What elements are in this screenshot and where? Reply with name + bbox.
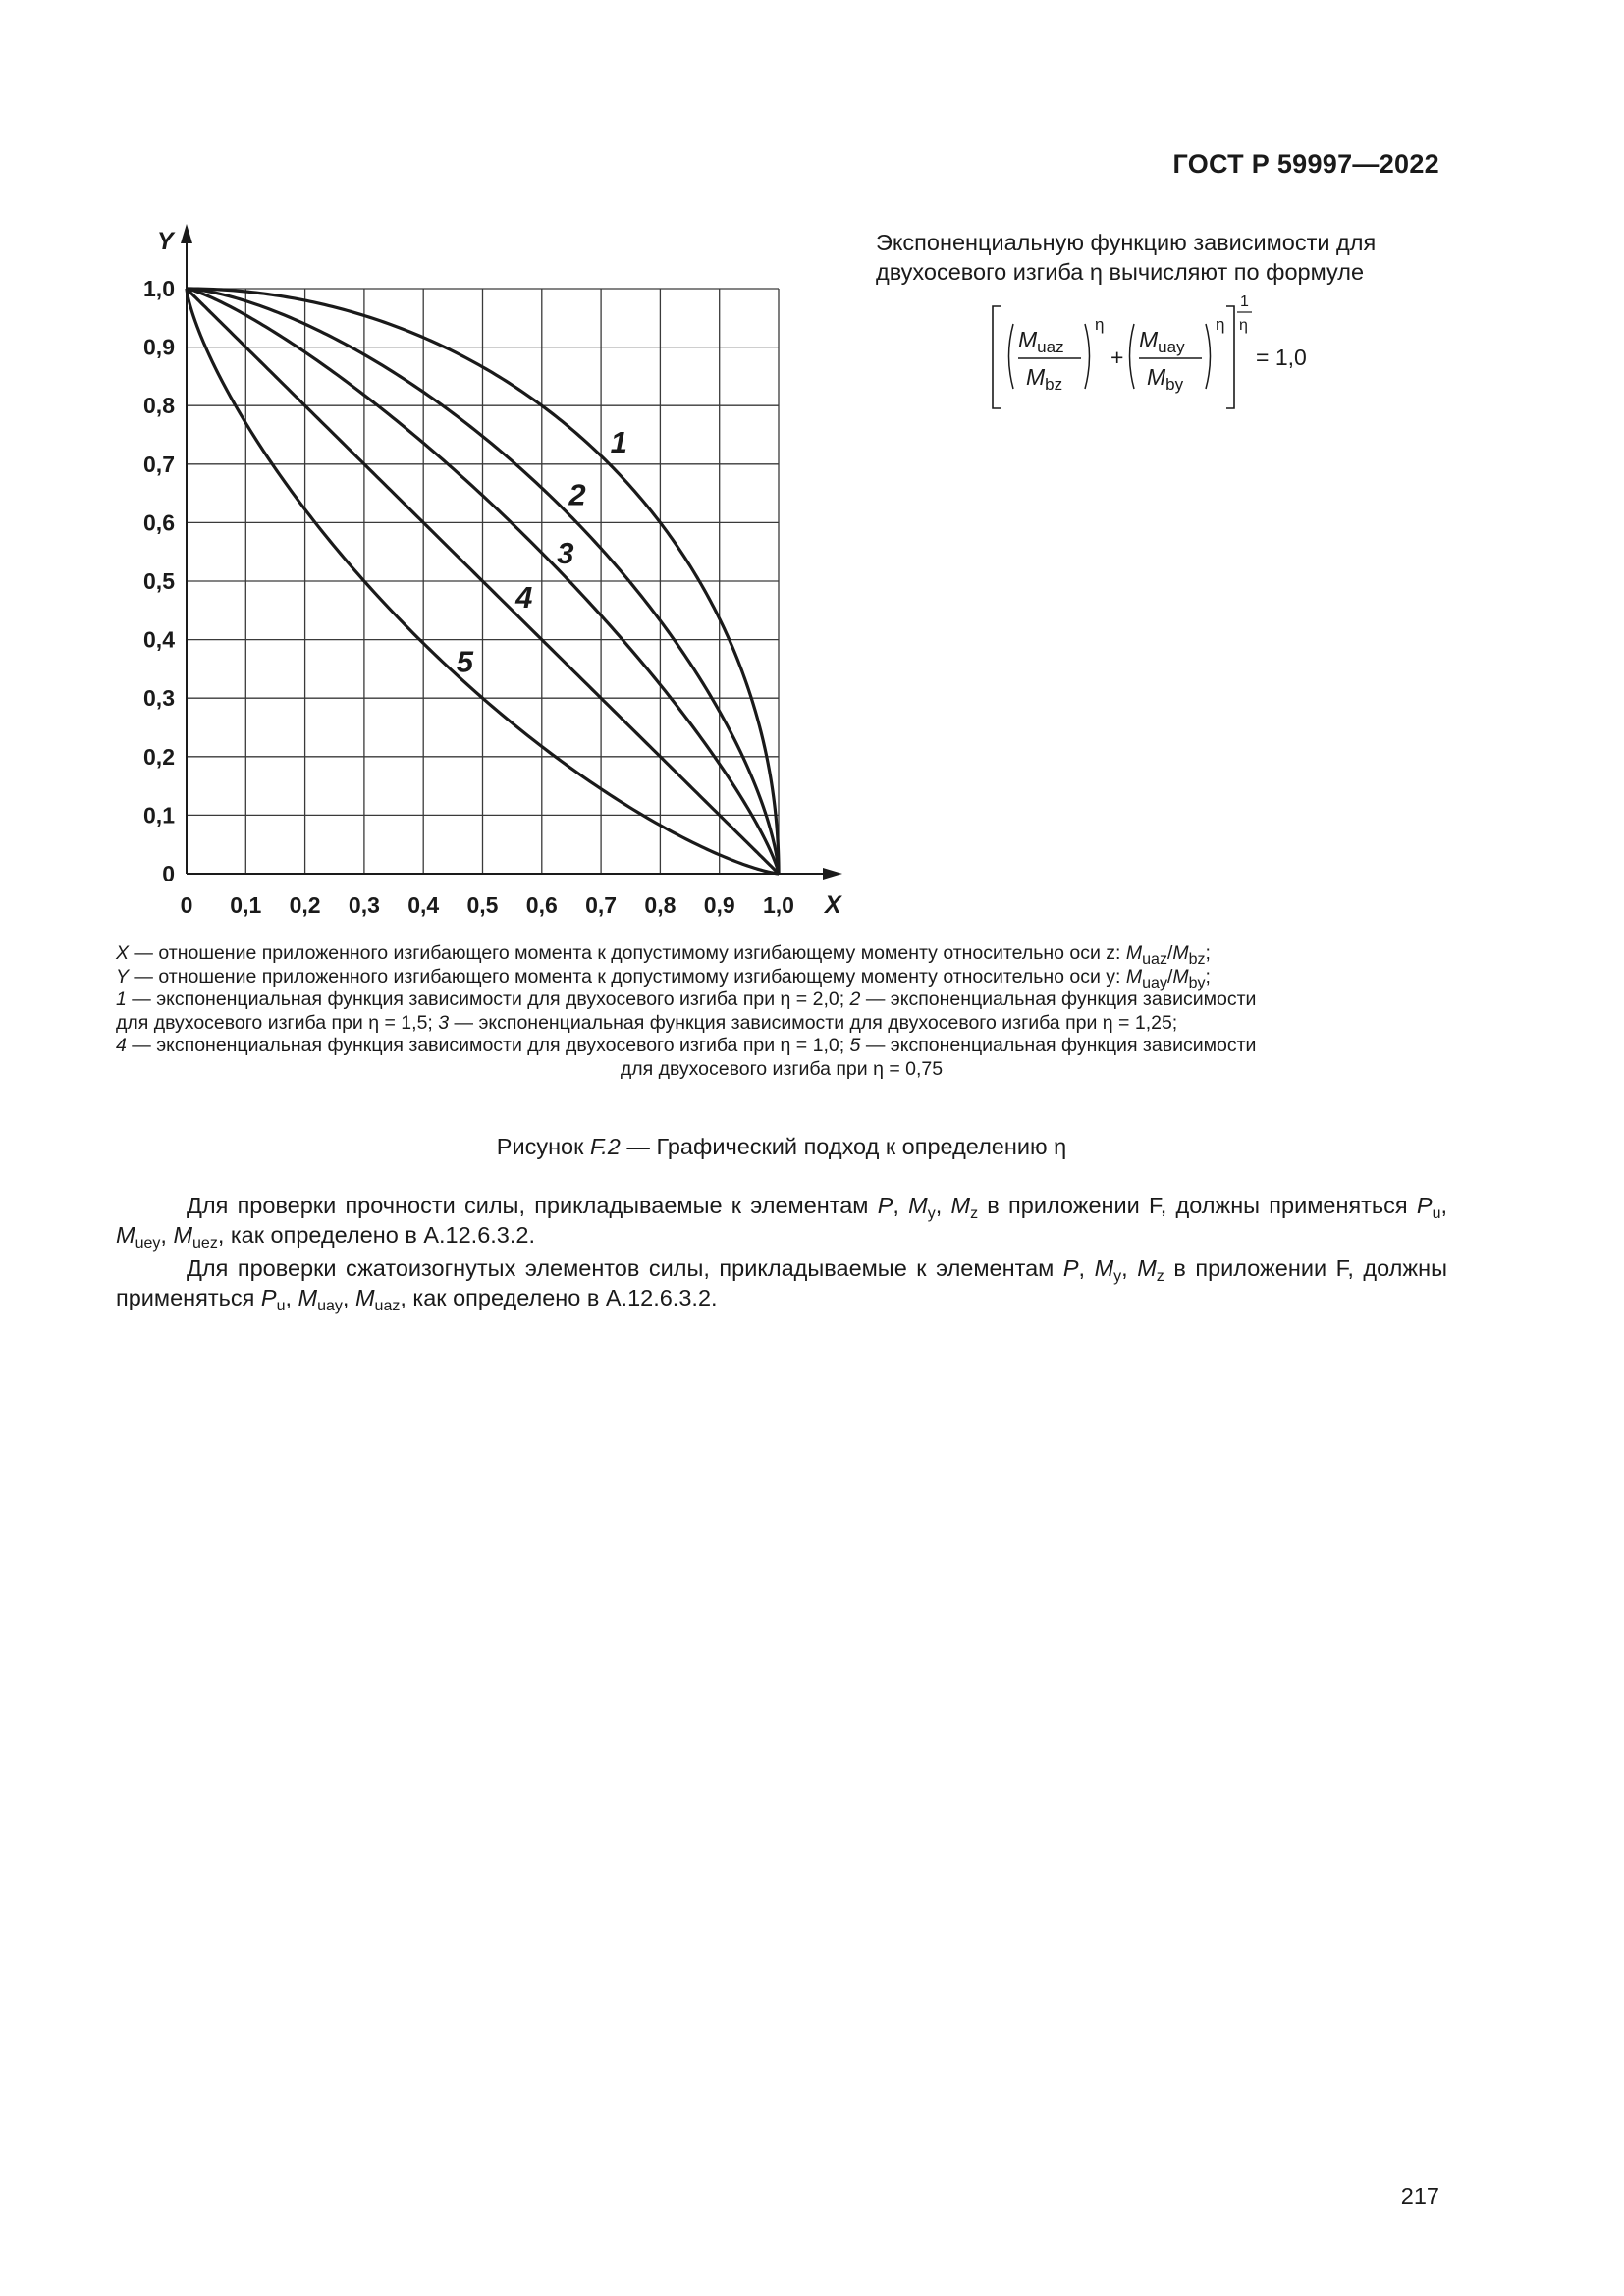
y-tick-label: 0,6 bbox=[143, 509, 175, 536]
curve-label-4: 4 bbox=[515, 579, 533, 614]
legend-curves-4-5: 4 — экспоненциальная функция зависимости для двухосевого изгиба при η = 1,0; 5 — экспоненциальная функция зависимости bbox=[116, 1035, 1257, 1056]
y-axis-arrow bbox=[181, 224, 192, 243]
interaction-chart bbox=[0, 0, 1624, 942]
paren-close-2 bbox=[1206, 324, 1211, 389]
curve-label-2: 2 bbox=[568, 477, 586, 512]
x-axis-label: X bbox=[825, 891, 841, 919]
right-bracket bbox=[1226, 306, 1234, 408]
y-tick-label: 0,4 bbox=[143, 626, 175, 653]
x-tick-label: 0,7 bbox=[585, 892, 618, 918]
y-tick-label: 1,0 bbox=[143, 276, 175, 301]
formula-m-bz: $M_{bz}$ bbox=[1026, 364, 1063, 394]
formula-m-by: $M_{by}$ bbox=[1147, 364, 1184, 394]
legend-curves-1-2: 1 — экспоненциальная функция зависимости для двухосевого изгиба при η = 2,0; 2 — экспоненциальная функция зависимости bbox=[116, 988, 1257, 1010]
x-tick-label: 0,3 bbox=[348, 892, 380, 918]
x-tick-label: 0,5 bbox=[466, 892, 499, 918]
curve-label-3: 3 bbox=[557, 536, 574, 571]
legend-curves-2-3: для двухосевого изгиба при η = 1,5; 3 — экспоненциальная функция зависимости для двухосевого изгиба при η = 1,25; bbox=[116, 1011, 1178, 1034]
y-tick-label: 0,5 bbox=[143, 568, 175, 594]
y-tick-label: 0,2 bbox=[143, 743, 175, 770]
formula-outer-num: 1 bbox=[1240, 294, 1249, 310]
formula-outer-den: η bbox=[1239, 317, 1248, 334]
y-tick-label: 0,9 bbox=[143, 334, 175, 360]
formula-exp-2: η bbox=[1216, 315, 1225, 334]
page-number: 217 bbox=[1400, 2183, 1439, 2209]
curve-label-5: 5 bbox=[456, 644, 474, 679]
figure-legend bbox=[116, 942, 1447, 1081]
x-axis-arrow bbox=[823, 868, 842, 880]
formula-plus: + bbox=[1110, 345, 1124, 370]
formula-intro: Экспоненциальную функцию зависимости для двухосевого изгиба η вычисляют по формуле bbox=[876, 230, 1377, 285]
chart-axes bbox=[181, 224, 842, 880]
y-axis-label: Y bbox=[157, 228, 174, 255]
formula-m-uaz: $M_{uaz}$ bbox=[1018, 327, 1064, 356]
x-tick-label: 0,9 bbox=[703, 892, 735, 918]
formula-m-uay: $M_{uay}$ bbox=[1139, 327, 1185, 356]
x-tick-label: 0,4 bbox=[407, 892, 440, 918]
y-tick-label: 0,7 bbox=[143, 451, 175, 477]
legend-x: X — отношение приложенного изгибающего момента к допустимому изгибающему моменту относительно оси z: $M_{uaz}/M_{bz}$; bbox=[116, 942, 1211, 968]
curve-label-1: 1 bbox=[610, 424, 627, 459]
x-tick-label: 0,2 bbox=[289, 892, 321, 918]
formula-exp-1: η bbox=[1095, 315, 1105, 334]
x-tick-label: 0,6 bbox=[525, 892, 558, 918]
figure-caption: Рисунок F.2 — Графический подход к определению η bbox=[496, 1134, 1067, 1159]
paragraph-strength-check: Для проверки прочности силы, прикладываемые к элементам P, $M_y$, $M_z$ в приложении F, должны применяться $P_u$, $M_{uey}$, $M_{uez}$, как определено в А.12.6.3.2. bbox=[116, 1193, 1447, 1252]
document-code: ГОСТ Р 59997—2022 bbox=[1172, 149, 1439, 179]
y-tick-label: 0,8 bbox=[143, 393, 175, 419]
y-tick-label: 0,1 bbox=[143, 802, 175, 828]
paragraph-compression-check: Для проверки сжатоизогнутых элементов силы, прикладываемые к элементам P, $M_y$, $M_z$ в приложении F, должны применяться $P_u$, $M_{uay}$, $M_{uaz}$, как определено в А.12.6.3.2. bbox=[116, 1255, 1447, 1314]
paren-open-2 bbox=[1130, 324, 1135, 389]
y-tick-label: 0 bbox=[162, 861, 175, 886]
legend-curve-5-cont: для двухосевого изгиба при η = 0,75 bbox=[620, 1057, 944, 1080]
y-tick-label: 0,3 bbox=[143, 685, 175, 712]
x-tick-label: 1,0 bbox=[763, 892, 794, 918]
x-tick-label: 0,1 bbox=[230, 892, 262, 918]
left-bracket bbox=[993, 306, 1001, 408]
paren-close-1 bbox=[1085, 324, 1090, 389]
paren-open-1 bbox=[1009, 324, 1014, 389]
x-tick-label: 0,8 bbox=[644, 892, 677, 918]
legend-y: Y — отношение приложенного изгибающего момента к допустимому изгибающему моменту относительно оси y: $M_{uay}/M_{by}$; bbox=[116, 965, 1211, 991]
formula-rhs: = 1,0 bbox=[1256, 345, 1307, 370]
x-tick-label: 0 bbox=[180, 892, 193, 918]
interaction-formula bbox=[987, 294, 1340, 422]
